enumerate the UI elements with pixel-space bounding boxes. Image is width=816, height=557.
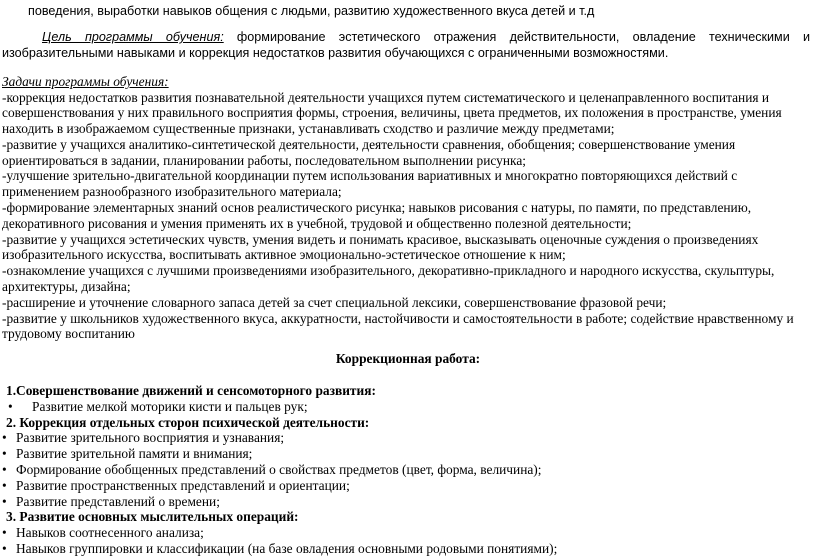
section-heading-motor: 1.Совершенствование движений и сенсомоторного развития: (6, 383, 376, 398)
task-item: -развитие у учащихся эстетических чувств, умения видеть и понимать красивое, высказывать оценочные суждения о произведениях изобразительного искусства, воспитывать активное эмоционально-эстетическое отношение к ним; (2, 231, 759, 263)
task-item: -расширение и уточнение словарного запаса детей за счет специальной лексики, совершенствование фразовой речи; (2, 294, 667, 310)
program-goal-text: формирование эстетического отражения действительности, овладение техническими и изобразительными навыками и коррекция недостатков развития обучающихся с ограниченными возможностями. (2, 30, 810, 60)
tasks-heading: Задачи программы обучения: (2, 74, 169, 89)
task-item: -развитие у школьников художественного вкуса, аккуратности, настойчивости и самостоятельности в работе; содействие нравственному и трудовому воспитанию (2, 310, 794, 342)
task-item: -коррекция недостатков развития познавательной деятельности учащихся путем систематического и целенаправленного воспитания и совершенствования у них правильного восприятия формы, строения, величины, цвета предметов, их положения в пространстве, умения находить в изображаемом существенные признаки, устанавливать сходство и различие между предметами; (2, 89, 782, 137)
list-item (2, 446, 812, 462)
bullet-icon: • (8, 398, 13, 414)
list-item-text: Навыков группировки и классификации (на базе овладения основными родовыми понятиями); (16, 540, 558, 556)
list-item (2, 494, 812, 510)
list-item (2, 462, 812, 478)
list-item-text: Развитие пространственных представлений и ориентации; (16, 477, 350, 493)
list-item-text: Формирование обобщенных представлений о свойствах предметов (цвет, форма, величина); (16, 461, 542, 477)
program-goal-paragraph (2, 30, 810, 61)
list-item-text: Навыков соотнесенного анализа; (16, 525, 204, 541)
list-item (2, 541, 812, 557)
bullet-icon: • (2, 477, 7, 493)
list-item-text: Развитие зрительной памяти и внимания; (16, 446, 253, 462)
correction-work-title: Коррекционная работа: (335, 351, 481, 366)
bullet-icon: • (2, 493, 7, 509)
task-item: -улучшение зрительно-двигательной координации путем использования вариативных и многократно повторяющихся действий с применением разнообразного изобразительного материала; (2, 168, 738, 200)
section-heading-thinking: 3. Развитие основных мыслительных операций: (6, 509, 299, 525)
task-item: -ознакомление учащихся с лучшими произведениями изобразительного, декоративно-прикладного и народного искусства, скульптуры, архитектуры, дизайна; (2, 263, 775, 295)
list-item (2, 430, 812, 446)
correction-work-list (2, 383, 812, 557)
list-item-text: Развитие представлений о времени; (16, 493, 220, 509)
program-goal-label: Цель программы обучения: (42, 30, 224, 44)
bullet-icon: • (2, 540, 7, 556)
list-item-text: Развитие зрительного восприятия и узнавания; (16, 430, 285, 446)
bullet-icon: • (2, 461, 7, 477)
bullet-icon: • (2, 446, 7, 462)
list-item (2, 525, 812, 541)
bullet-icon: • (2, 430, 7, 446)
list-item-text: Развитие мелкой моторики кисти и пальцев рук; (32, 398, 308, 414)
intro-line: поведения, выработки навыков общения с людьми, развитию художественного вкуса детей и т.д (28, 4, 595, 18)
list-item (2, 478, 812, 494)
task-item: -развитие у учащихся аналитико-синтетической деятельности, деятельности сравнения, обобщения; совершенствование умения ориентироваться в задании, планировании работы, последовательном выполнении рисунка; (2, 136, 736, 168)
task-item: -формирование элементарных знаний основ реалистического рисунка; навыков рисования с натуры, по памяти, по представлению, декоративного рисования и умения применять их в учебной, трудовой и общественно полезной деятельности; (2, 200, 752, 231)
bullet-icon: • (2, 525, 7, 541)
tasks-list (2, 90, 812, 343)
section-heading-mental-activity: 2. Коррекция отдельных сторон психической деятельности: (6, 414, 370, 430)
list-item (2, 399, 812, 415)
